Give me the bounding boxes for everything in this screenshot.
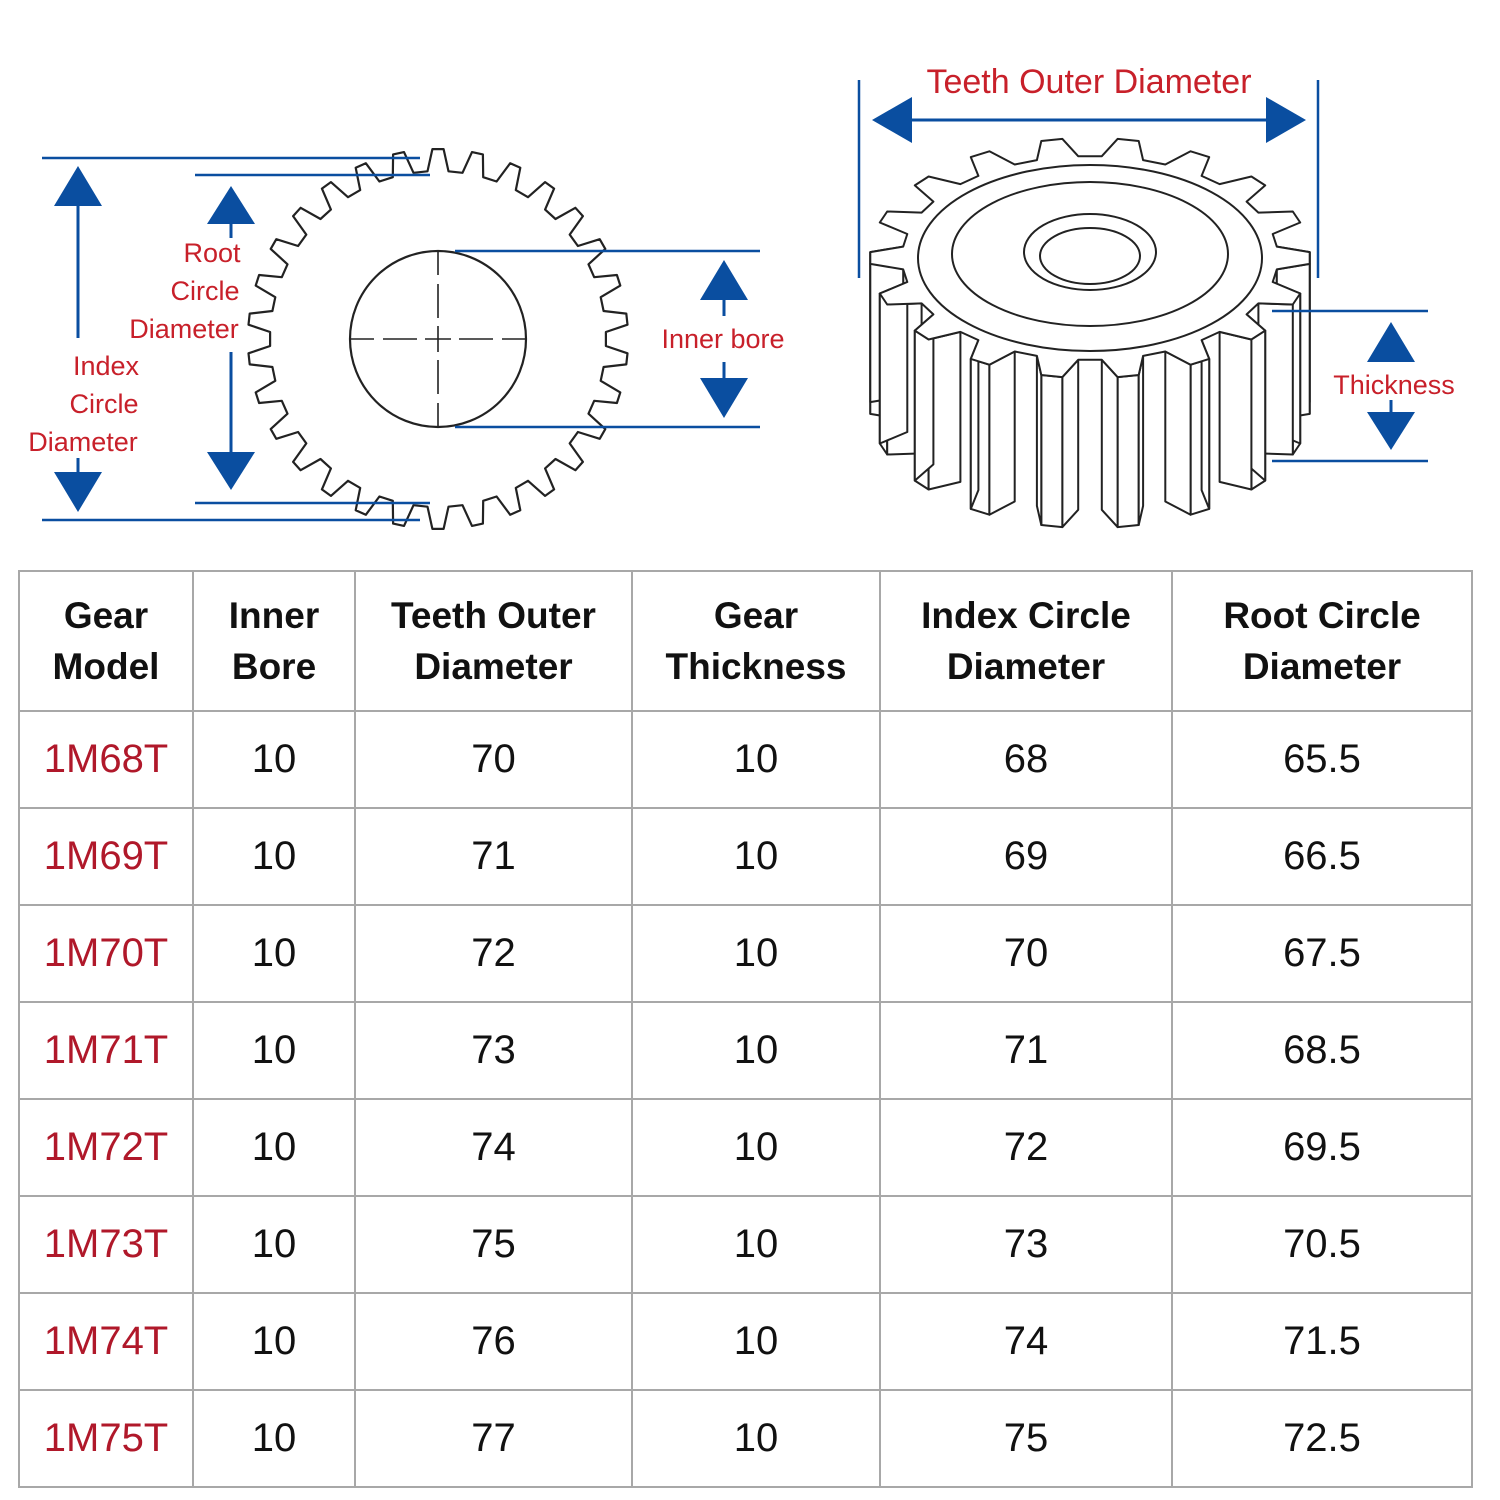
gear-tooth-flank xyxy=(1102,360,1118,527)
cell-inner-bore: 10 xyxy=(193,711,355,808)
root-circle-label-line2: Circle xyxy=(170,276,240,306)
cell-gear-thickness: 10 xyxy=(632,1099,880,1196)
cell-index-circle-diameter: 74 xyxy=(880,1293,1172,1390)
header-root-circle-diameter: Root Circle Diameter xyxy=(1172,571,1472,711)
table-row xyxy=(19,808,1472,905)
table-row xyxy=(19,1196,1472,1293)
table-row xyxy=(19,905,1472,1002)
thickness-label: Thickness xyxy=(1333,370,1455,400)
cell-gear-thickness: 10 xyxy=(632,1390,880,1487)
table-row xyxy=(19,1002,1472,1099)
cell-teeth-outer-diameter: 76 xyxy=(355,1293,632,1390)
table-header-row xyxy=(19,571,1472,711)
cell-index-circle-diameter: 75 xyxy=(880,1390,1172,1487)
cell-gear-model: 1M69T xyxy=(19,808,193,905)
cell-root-circle-diameter: 71.5 xyxy=(1172,1293,1472,1390)
gear-tooth-flank xyxy=(1062,360,1078,527)
index-circle-label-line2: Circle xyxy=(69,389,139,419)
gear-tooth-flank xyxy=(989,352,1014,515)
cell-index-circle-diameter: 69 xyxy=(880,808,1172,905)
cell-gear-model: 1M72T xyxy=(19,1099,193,1196)
cell-inner-bore: 10 xyxy=(193,1002,355,1099)
table-row xyxy=(19,1293,1472,1390)
cell-index-circle-diameter: 73 xyxy=(880,1196,1172,1293)
header-gear-thickness: Gear Thickness xyxy=(632,571,880,711)
inner-bore-label: Inner bore xyxy=(661,324,785,354)
cell-gear-model: 1M71T xyxy=(19,1002,193,1099)
isometric-gear-illustration xyxy=(870,139,1309,527)
cell-inner-bore: 10 xyxy=(193,1196,355,1293)
cell-root-circle-diameter: 66.5 xyxy=(1172,808,1472,905)
cell-gear-thickness: 10 xyxy=(632,1002,880,1099)
cell-index-circle-diameter: 71 xyxy=(880,1002,1172,1099)
cell-inner-bore: 10 xyxy=(193,1099,355,1196)
index-circle-label-line3: Diameter xyxy=(28,427,138,457)
cell-gear-thickness: 10 xyxy=(632,711,880,808)
cell-root-circle-diameter: 69.5 xyxy=(1172,1099,1472,1196)
cell-gear-model: 1M73T xyxy=(19,1196,193,1293)
cell-index-circle-diameter: 72 xyxy=(880,1099,1172,1196)
table-row xyxy=(19,711,1472,808)
cell-index-circle-diameter: 68 xyxy=(880,711,1172,808)
gear-tooth-flank xyxy=(1037,356,1041,525)
gear-tooth-flank xyxy=(1165,352,1190,515)
gear-tooth-face xyxy=(1041,375,1062,527)
front-view-gear xyxy=(249,149,628,529)
cell-teeth-outer-diameter: 74 xyxy=(355,1099,632,1196)
cell-gear-thickness: 10 xyxy=(632,1293,880,1390)
cell-teeth-outer-diameter: 72 xyxy=(355,905,632,1002)
gear-tooth-flank xyxy=(1202,340,1210,509)
cell-gear-thickness: 10 xyxy=(632,1196,880,1293)
table-row xyxy=(19,1390,1472,1487)
bore-inner-edge xyxy=(1040,228,1140,284)
index-circle-label-line1: Index xyxy=(72,351,140,381)
cell-teeth-outer-diameter: 71 xyxy=(355,808,632,905)
cell-teeth-outer-diameter: 77 xyxy=(355,1390,632,1487)
gear-tooth-flank xyxy=(1220,332,1252,490)
gear-tooth-flank xyxy=(880,282,908,444)
cell-inner-bore: 10 xyxy=(193,1293,355,1390)
teeth-outer-diameter-label: Teeth Outer Diameter xyxy=(926,63,1252,101)
cell-inner-bore: 10 xyxy=(193,808,355,905)
cell-teeth-outer-diameter: 73 xyxy=(355,1002,632,1099)
cell-gear-model: 1M70T xyxy=(19,905,193,1002)
root-circle-label-line3: Diameter xyxy=(129,314,239,344)
cell-inner-bore: 10 xyxy=(193,1390,355,1487)
cell-gear-model: 1M75T xyxy=(19,1390,193,1487)
cell-inner-bore: 10 xyxy=(193,905,355,1002)
table-row xyxy=(19,1099,1472,1196)
cell-gear-thickness: 10 xyxy=(632,905,880,1002)
header-teeth-outer-diameter: Teeth Outer Diameter xyxy=(355,571,632,711)
cell-index-circle-diameter: 70 xyxy=(880,905,1172,1002)
cell-gear-model: 1M74T xyxy=(19,1293,193,1390)
header-gear-model: Gear Model xyxy=(19,571,193,711)
cell-gear-model: 1M68T xyxy=(19,711,193,808)
header-inner-bore: Inner Bore xyxy=(193,571,355,711)
cell-root-circle-diameter: 68.5 xyxy=(1172,1002,1472,1099)
cell-gear-thickness: 10 xyxy=(632,808,880,905)
gear-spec-table xyxy=(18,570,1473,1488)
gear-tooth-flank xyxy=(971,340,979,509)
cell-root-circle-diameter: 70.5 xyxy=(1172,1196,1472,1293)
cell-teeth-outer-diameter: 75 xyxy=(355,1196,632,1293)
cell-teeth-outer-diameter: 70 xyxy=(355,711,632,808)
gear-dimension-diagram xyxy=(0,0,1500,560)
gear-tooth-flank xyxy=(1139,356,1143,525)
gear-tooth-face xyxy=(1118,375,1139,527)
root-circle-label-line1: Root xyxy=(183,238,241,268)
cell-root-circle-diameter: 65.5 xyxy=(1172,711,1472,808)
cell-root-circle-diameter: 72.5 xyxy=(1172,1390,1472,1487)
cell-root-circle-diameter: 67.5 xyxy=(1172,905,1472,1002)
header-index-circle-diameter: Index Circle Diameter xyxy=(880,571,1172,711)
